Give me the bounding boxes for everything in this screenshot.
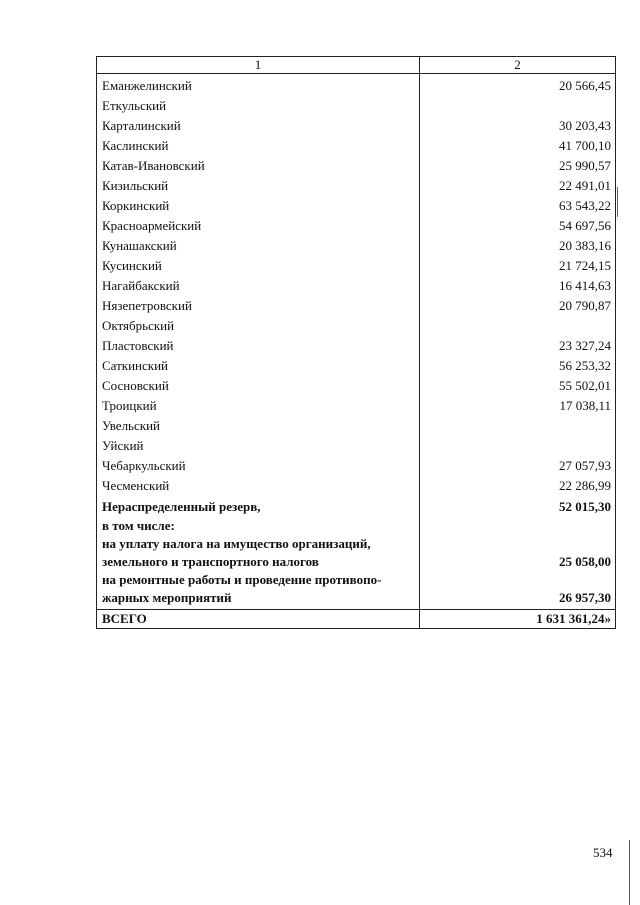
column-header-2: 2 xyxy=(420,57,616,74)
reserve-label xyxy=(97,496,420,535)
district-name: Каслинский xyxy=(97,136,420,156)
district-amount: 22 491,01 xyxy=(420,176,616,196)
table-header-row xyxy=(97,57,616,74)
sub-item-label-line2: земельного и транспортного налогов xyxy=(102,554,319,569)
table-row xyxy=(97,476,616,496)
total-value: 1 631 361,24» xyxy=(420,610,616,629)
total-label: ВСЕГО xyxy=(97,610,420,629)
district-name: Саткинский xyxy=(97,356,420,376)
district-name: Чесменский xyxy=(97,476,420,496)
district-name: Кизильский xyxy=(97,176,420,196)
district-name: Кунашакский xyxy=(97,236,420,256)
district-name: Коркинский xyxy=(97,196,420,216)
district-amount xyxy=(420,436,616,456)
district-amount: 20 790,87 xyxy=(420,296,616,316)
district-name: Пластовский xyxy=(97,336,420,356)
district-name: Еткульский xyxy=(97,96,420,116)
table-body xyxy=(97,74,616,629)
sub-item-label xyxy=(97,535,420,571)
table-row xyxy=(97,316,616,336)
reserve-label-line1: Нераспределенный резерв, xyxy=(102,499,261,514)
district-amount: 25 990,57 xyxy=(420,156,616,176)
district-name: Октябрьский xyxy=(97,316,420,336)
district-amount xyxy=(420,416,616,436)
district-name: Уйский xyxy=(97,436,420,456)
district-amount: 20 383,16 xyxy=(420,236,616,256)
table-row xyxy=(97,456,616,476)
scan-edge-line xyxy=(629,840,630,905)
district-amount: 63 543,22 xyxy=(420,196,616,216)
district-amount xyxy=(420,96,616,116)
column-header-1: 1 xyxy=(97,57,420,74)
district-amount: 17 038,11 xyxy=(420,396,616,416)
table-row xyxy=(97,356,616,376)
district-amount: 56 253,32 xyxy=(420,356,616,376)
district-name: Сосновский xyxy=(97,376,420,396)
budget-table xyxy=(96,56,616,629)
district-amount: 20 566,45 xyxy=(420,74,616,97)
reserve-label-line2: в том числе: xyxy=(102,518,175,533)
district-amount xyxy=(420,316,616,336)
table-row xyxy=(97,416,616,436)
table-row xyxy=(97,296,616,316)
district-name: Карталинский xyxy=(97,116,420,136)
district-name: Катав-Ивановский xyxy=(97,156,420,176)
district-name: Увельский xyxy=(97,416,420,436)
district-amount: 22 286,99 xyxy=(420,476,616,496)
reserve-value: 52 015,30 xyxy=(420,496,616,535)
table-row xyxy=(97,156,616,176)
scan-edge-line xyxy=(617,187,618,217)
district-name: Еманжелинский xyxy=(97,74,420,97)
district-amount: 16 414,63 xyxy=(420,276,616,296)
table-row xyxy=(97,376,616,396)
district-name: Красноармейский xyxy=(97,216,420,236)
sub-item-label-line1: на ремонтные работы и проведение противопо- xyxy=(102,572,382,587)
table-row xyxy=(97,136,616,156)
district-amount: 27 057,93 xyxy=(420,456,616,476)
total-row xyxy=(97,610,616,629)
table-row xyxy=(97,176,616,196)
district-amount: 21 724,15 xyxy=(420,256,616,276)
district-name: Чебаркульский xyxy=(97,456,420,476)
table-row xyxy=(97,236,616,256)
page-number: 534 xyxy=(593,845,613,860)
district-amount: 41 700,10 xyxy=(420,136,616,156)
district-name: Троицкий xyxy=(97,396,420,416)
table-row xyxy=(97,436,616,456)
district-amount: 30 203,43 xyxy=(420,116,616,136)
district-amount: 54 697,56 xyxy=(420,216,616,236)
table-row xyxy=(97,336,616,356)
sub-item-row xyxy=(97,571,616,610)
district-name: Нагайбакский xyxy=(97,276,420,296)
sub-item-value: 26 957,30 xyxy=(420,571,616,610)
reserve-row xyxy=(97,496,616,535)
sub-item-label-line1: на уплату налога на имущество организаций, xyxy=(102,536,371,551)
table-row xyxy=(97,276,616,296)
district-amount: 23 327,24 xyxy=(420,336,616,356)
table-row xyxy=(97,74,616,97)
table-row xyxy=(97,256,616,276)
district-name: Нязепетровский xyxy=(97,296,420,316)
table-row xyxy=(97,96,616,116)
table-row xyxy=(97,216,616,236)
district-name: Кусинский xyxy=(97,256,420,276)
table-row xyxy=(97,396,616,416)
sub-item-row xyxy=(97,535,616,571)
sub-item-label xyxy=(97,571,420,610)
table-row xyxy=(97,116,616,136)
sub-item-label-line2: жарных мероприятий xyxy=(102,590,232,605)
district-amount: 55 502,01 xyxy=(420,376,616,396)
sub-item-value: 25 058,00 xyxy=(420,535,616,571)
table-row xyxy=(97,196,616,216)
